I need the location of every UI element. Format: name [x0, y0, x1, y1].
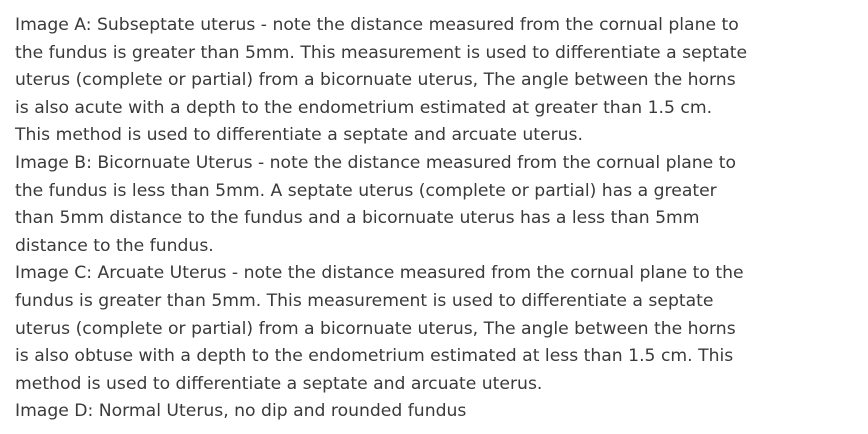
- text-line: uterus (complete or partial) from a bicornuate uterus, The angle between the horns: [15, 70, 736, 91]
- caption-image-b: [15, 150, 860, 260]
- text-line: the fundus is greater than 5mm. This measurement is used to differentiate a septate: [15, 42, 748, 63]
- text-line: uterus (complete or partial) from a bicornuate uterus, The angle between the horns: [15, 318, 736, 339]
- text-line: than 5mm distance to the fundus and a bicornuate uterus has a less than 5mm: [15, 208, 700, 229]
- text-line: is also acute with a depth to the endometrium estimated at greater than 1.5 cm.: [15, 97, 713, 118]
- caption-image-a: [15, 12, 860, 150]
- text-line: Image B: Bicornuate Uterus - note the distance measured from the cornual plane to: [15, 152, 736, 173]
- text-line: This method is used to differentiate a septate and arcuate uterus.: [15, 125, 583, 146]
- caption-image-d: [15, 398, 860, 426]
- caption-image-c: [15, 260, 860, 398]
- text-line: the fundus is less than 5mm. A septate uterus (complete or partial) has a greater: [15, 180, 717, 201]
- caption-text-block: [15, 12, 860, 426]
- text-line: Image C: Arcuate Uterus - note the distance measured from the cornual plane to the: [15, 263, 744, 284]
- text-line: distance to the fundus.: [15, 235, 214, 256]
- text-line: Image A: Subseptate uterus - note the distance measured from the cornual plane to: [15, 15, 739, 35]
- text-line: Image D: Normal Uterus, no dip and rounded fundus: [15, 401, 467, 422]
- text-line: method is used to differentiate a septate and arcuate uterus.: [15, 373, 543, 394]
- text-line: is also obtuse with a depth to the endometrium estimated at less than 1.5 cm. This: [15, 346, 734, 367]
- text-line: fundus is greater than 5mm. This measurement is used to differentiate a septate: [15, 290, 714, 311]
